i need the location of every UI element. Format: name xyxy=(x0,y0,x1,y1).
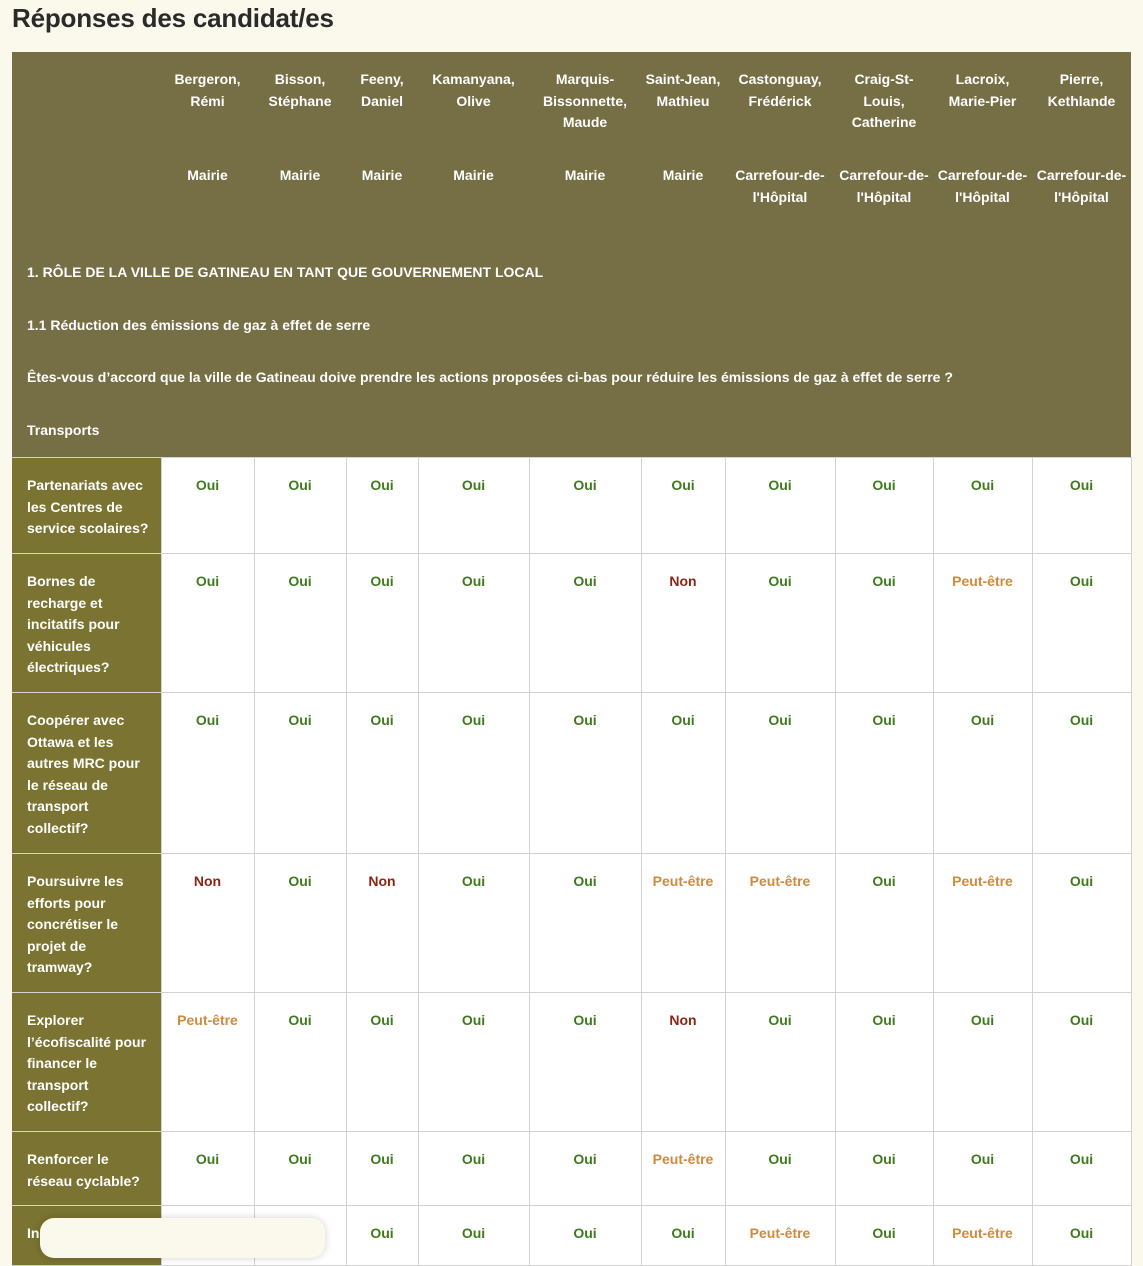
answer-cell: Oui xyxy=(346,993,418,1132)
answer-cell: Oui xyxy=(529,458,641,554)
answer-cell: Peut-être xyxy=(725,1206,835,1266)
answer-cell: Oui xyxy=(346,1132,418,1206)
candidate-race: Mairie xyxy=(564,167,606,183)
answer-cell: Oui xyxy=(161,554,254,693)
answer-cell: Peut-être xyxy=(641,854,725,993)
candidate-name: Castonguay, Frédérick xyxy=(738,71,822,109)
answer-cell: Oui xyxy=(254,693,346,854)
answer-cell: Oui xyxy=(418,693,529,854)
header-corner xyxy=(12,52,161,245)
answer-cell: Oui xyxy=(933,458,1032,554)
answer-cell: Non xyxy=(346,854,418,993)
row-question: Explorer l’écofiscalité pour financer le transport collectif? xyxy=(12,993,161,1132)
subsection-row xyxy=(12,300,1131,352)
candidate-race: Carrefour-de-l'Hôpital xyxy=(735,167,825,205)
candidate-name: Kamanyana, Olive xyxy=(432,71,515,109)
answer-cell: Oui xyxy=(933,1132,1032,1206)
answer-cell: Oui xyxy=(725,1132,835,1206)
answer-cell: Oui xyxy=(529,554,641,693)
candidate-header-row xyxy=(12,52,1131,245)
answer-cell: Oui xyxy=(161,693,254,854)
answer-cell: Oui xyxy=(835,993,933,1132)
candidate-name: Craig-St-Louis, Catherine xyxy=(851,71,917,130)
question-row xyxy=(12,352,1131,404)
answer-cell: Oui xyxy=(835,1132,933,1206)
answer-cell: Oui xyxy=(641,693,725,854)
candidate-header xyxy=(725,52,835,245)
answer-cell: Oui xyxy=(254,854,346,993)
candidate-race: Carrefour-de-l'Hôpital xyxy=(1036,167,1127,205)
row-question: Poursuivre les efforts pour concrétiser le projet de tramway? xyxy=(12,854,161,993)
answer-cell: Oui xyxy=(529,854,641,993)
candidate-race: Mairie xyxy=(279,167,321,183)
table-row xyxy=(12,993,1131,1132)
answer-cell: Oui xyxy=(418,1132,529,1206)
page-title: Réponses des candidat/es xyxy=(12,3,334,33)
answer-cell: Oui xyxy=(254,993,346,1132)
answer-cell: Oui xyxy=(835,693,933,854)
candidate-race: Carrefour-de-l'Hôpital xyxy=(937,167,1028,205)
answer-cell: Peut-être xyxy=(933,1206,1032,1266)
candidate-race: Mairie xyxy=(662,167,704,183)
answer-cell: Oui xyxy=(254,1132,346,1206)
answer-cell: Oui xyxy=(725,993,835,1132)
answer-cell: Oui xyxy=(641,1206,725,1266)
answer-cell: Oui xyxy=(933,993,1032,1132)
answer-cell: Oui xyxy=(725,458,835,554)
table-row xyxy=(12,854,1131,993)
table-row xyxy=(12,1132,1131,1206)
answer-cell: Oui xyxy=(529,693,641,854)
category-row xyxy=(12,404,1131,458)
candidate-race: Mairie xyxy=(361,167,403,183)
answer-cell: Oui xyxy=(725,554,835,693)
answer-cell: Oui xyxy=(346,693,418,854)
answer-cell: Oui xyxy=(1032,458,1131,554)
answer-cell: Oui xyxy=(346,458,418,554)
candidate-name: Lacroix, Marie-Pier xyxy=(948,71,1017,109)
answer-cell: Peut-être xyxy=(161,993,254,1132)
answer-cell: Oui xyxy=(161,1132,254,1206)
answer-cell: Oui xyxy=(529,1132,641,1206)
candidate-name: Bergeron, Rémi xyxy=(174,71,241,109)
candidate-header xyxy=(1032,52,1131,245)
answer-cell: Oui xyxy=(418,993,529,1132)
row-question: In xyxy=(12,1206,161,1266)
answer-cell: Peut-être xyxy=(725,854,835,993)
candidate-header xyxy=(346,52,418,245)
answer-cell: Oui xyxy=(346,1206,418,1266)
answer-cell: Oui xyxy=(1032,1206,1131,1266)
candidate-race: Carrefour-de-l'Hôpital xyxy=(839,167,929,205)
row-question: Renforcer le réseau cyclable? xyxy=(12,1132,161,1206)
row-question: Coopérer avec Ottawa et les autres MRC pour le réseau de transport collectif? xyxy=(12,693,161,854)
answer-cell: Peut-être xyxy=(641,1132,725,1206)
answer-cell: Oui xyxy=(418,458,529,554)
section-heading: 1. RÔLE DE LA VILLE DE GATINEAU EN TANT QUE GOUVERNEMENT LOCAL xyxy=(12,245,1131,300)
candidate-header xyxy=(641,52,725,245)
candidate-race: Mairie xyxy=(187,167,228,183)
answer-cell: Oui xyxy=(725,693,835,854)
candidate-name: Pierre, Kethlande xyxy=(1047,71,1116,109)
answer-cell: Oui xyxy=(1032,1132,1131,1206)
candidate-header xyxy=(933,52,1032,245)
answer-cell: Non xyxy=(641,993,725,1132)
candidate-header xyxy=(254,52,346,245)
table-row xyxy=(12,693,1131,854)
candidate-header xyxy=(529,52,641,245)
answer-cell: Oui xyxy=(1032,554,1131,693)
answer-cell: Oui xyxy=(1032,993,1131,1132)
responses-table xyxy=(12,52,1132,1266)
answer-cell: Oui xyxy=(346,554,418,693)
subsection-heading: 1.1 Réduction des émissions de gaz à effet de serre xyxy=(12,300,1131,352)
candidate-header xyxy=(161,52,254,245)
answer-cell: Oui xyxy=(641,458,725,554)
answer-cell: Oui xyxy=(418,554,529,693)
candidate-name: Bisson, Stéphane xyxy=(268,71,332,109)
answer-cell: Oui xyxy=(1032,693,1131,854)
candidate-header xyxy=(835,52,933,245)
floating-bar xyxy=(40,1218,325,1258)
row-question: Bornes de recharge et incitatifs pour véhicules électriques? xyxy=(12,554,161,693)
answer-cell: Oui xyxy=(1032,854,1131,993)
answer-cell: Non xyxy=(161,854,254,993)
candidate-name: Saint-Jean, Mathieu xyxy=(645,71,721,109)
candidate-name: Marquis-Bissonnette, Maude xyxy=(542,71,627,130)
answer-cell: Peut-être xyxy=(933,554,1032,693)
answer-cell: Oui xyxy=(254,458,346,554)
table-row xyxy=(12,458,1131,554)
section-row xyxy=(12,245,1131,300)
category-heading: Transports xyxy=(12,404,1131,458)
row-question: Partenariats avec les Centres de service scolaires? xyxy=(12,458,161,554)
answer-cell: Oui xyxy=(835,458,933,554)
answer-cell: Oui xyxy=(835,554,933,693)
candidate-header xyxy=(418,52,529,245)
candidate-race: Mairie xyxy=(453,167,494,183)
answer-cell: Oui xyxy=(529,1206,641,1266)
answer-cell: Oui xyxy=(933,693,1032,854)
answer-cell: Oui xyxy=(161,458,254,554)
answer-cell: Oui xyxy=(254,554,346,693)
answer-cell: Non xyxy=(641,554,725,693)
answer-cell: Oui xyxy=(835,854,933,993)
answer-cell: Oui xyxy=(835,1206,933,1266)
answer-cell: Oui xyxy=(418,1206,529,1266)
question-text: Êtes-vous d’accord que la ville de Gatineau doive prendre les actions proposées ci-bas pour réduire les émissions de gaz à effet de serre ? xyxy=(12,352,1131,404)
table-row xyxy=(12,554,1131,693)
answer-cell: Peut-être xyxy=(933,854,1032,993)
answer-cell: Oui xyxy=(418,854,529,993)
candidate-name: Feeny, Daniel xyxy=(360,71,404,109)
answer-cell: Oui xyxy=(529,993,641,1132)
